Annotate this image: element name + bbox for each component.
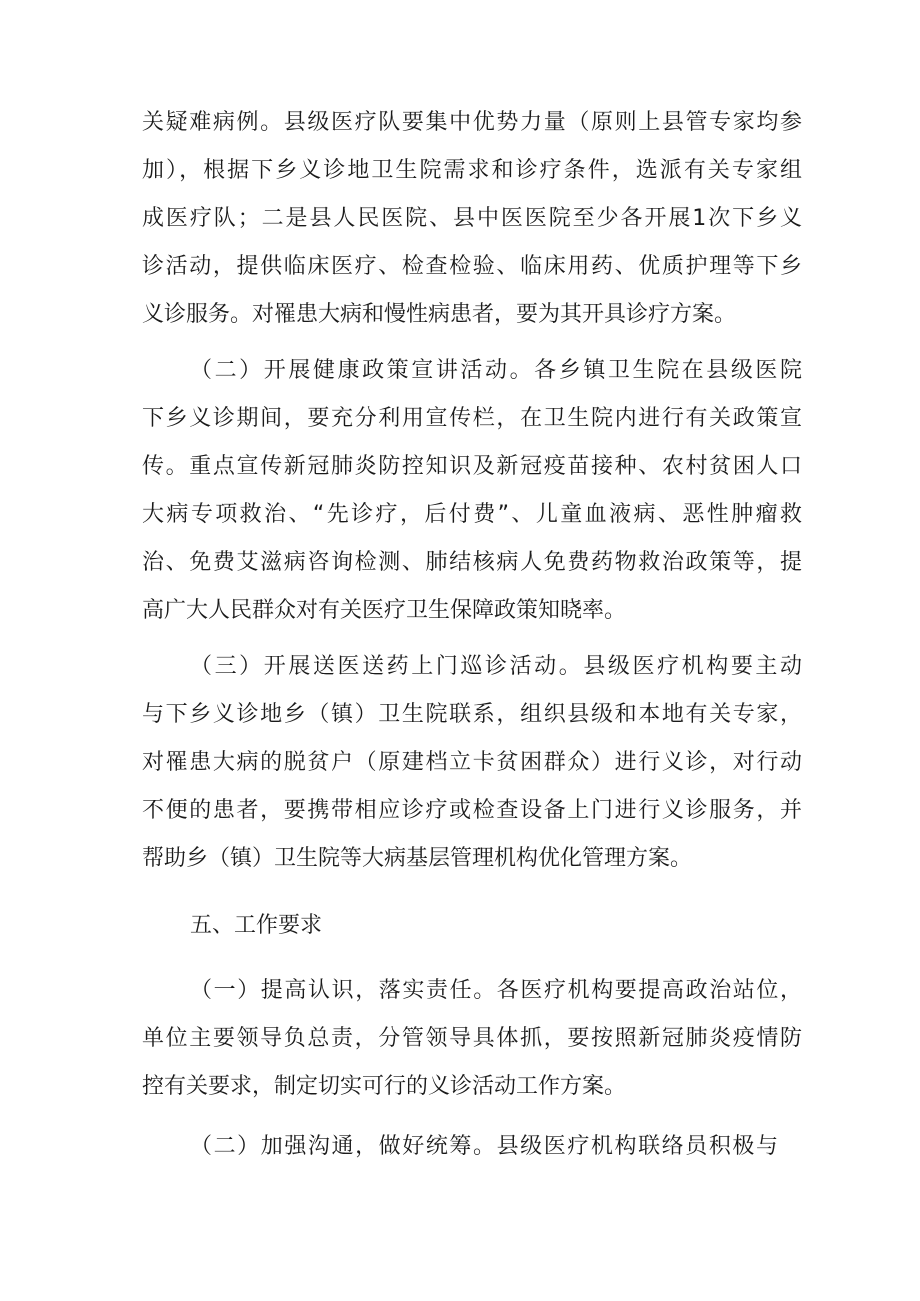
paragraph-4-line-2: 单位主要领导负总责，分管领导具体抓，要按照新冠肺炎疫情防	[142, 1026, 802, 1051]
paragraph-5-line-1: （二）加强沟通，做好统筹。县级医疗机构联络员积极与	[190, 1134, 778, 1159]
paragraph-3-line-1: （三）开展送医送药上门巡诊活动。县级医疗机构要主动	[190, 654, 802, 679]
paragraph-2-line-5: 治、免费艾滋病咨询检测、肺结核病人免费药物救治政策等，提	[142, 550, 802, 575]
paragraph-1-line-3: 成医疗队；二是县人民医院、县中医医院至少各开展1次下乡义	[142, 206, 802, 231]
paragraph-4-line-3: 控有关要求，制定切实可行的义诊活动工作方案。	[142, 1074, 627, 1099]
paragraph-3-line-5: 帮助乡（镇）卫生院等大病基层管理机构优化管理方案。	[142, 846, 693, 871]
paragraph-3-line-3: 对罹患大病的脱贫户（原建档立卡贫困群众）进行义诊，对行动	[142, 750, 802, 775]
paragraph-4-line-1: （一）提高认识，落实责任。各医疗机构要提高政治站位，	[190, 978, 802, 1003]
paragraph-3-line-4: 不便的患者，要携带相应诊疗或检查设备上门进行义诊服务，并	[142, 798, 802, 823]
paragraph-1-line-5: 义诊服务。对罹患大病和慢性病患者，要为其开具诊疗方案。	[142, 302, 737, 327]
paragraph-1-line-4: 诊活动，提供临床医疗、检查检验、临床用药、优质护理等下乡	[142, 254, 802, 279]
paragraph-2-line-1: （二）开展健康政策宣讲活动。各乡镇卫生院在县级医院	[190, 358, 802, 383]
section-heading: 五、工作要求	[190, 913, 323, 938]
paragraph-1-line-1: 关疑难病例。县级医疗队要集中优势力量（原则上县管专家均参	[142, 110, 802, 135]
paragraph-2-line-2: 下乡义诊期间，要充分利用宣传栏，在卫生院内进行有关政策宣	[142, 406, 802, 431]
paragraph-1-line-2: 加），根据下乡义诊地卫生院需求和诊疗条件，选派有关专家组	[142, 158, 802, 183]
paragraph-2-line-3: 传。重点宣传新冠肺炎防控知识及新冠疫苗接种、农村贫困人口	[142, 454, 802, 479]
paragraph-2-line-6: 高广大人民群众对有关医疗卫生保障政策知晓率。	[142, 598, 627, 623]
paragraph-2-line-4: 大病专项救治、“先诊疗，后付费”、儿童血液病、恶性肿瘤救	[142, 502, 802, 527]
paragraph-3-line-2: 与下乡义诊地乡（镇）卫生院联系，组织县级和本地有关专家，	[142, 702, 802, 727]
